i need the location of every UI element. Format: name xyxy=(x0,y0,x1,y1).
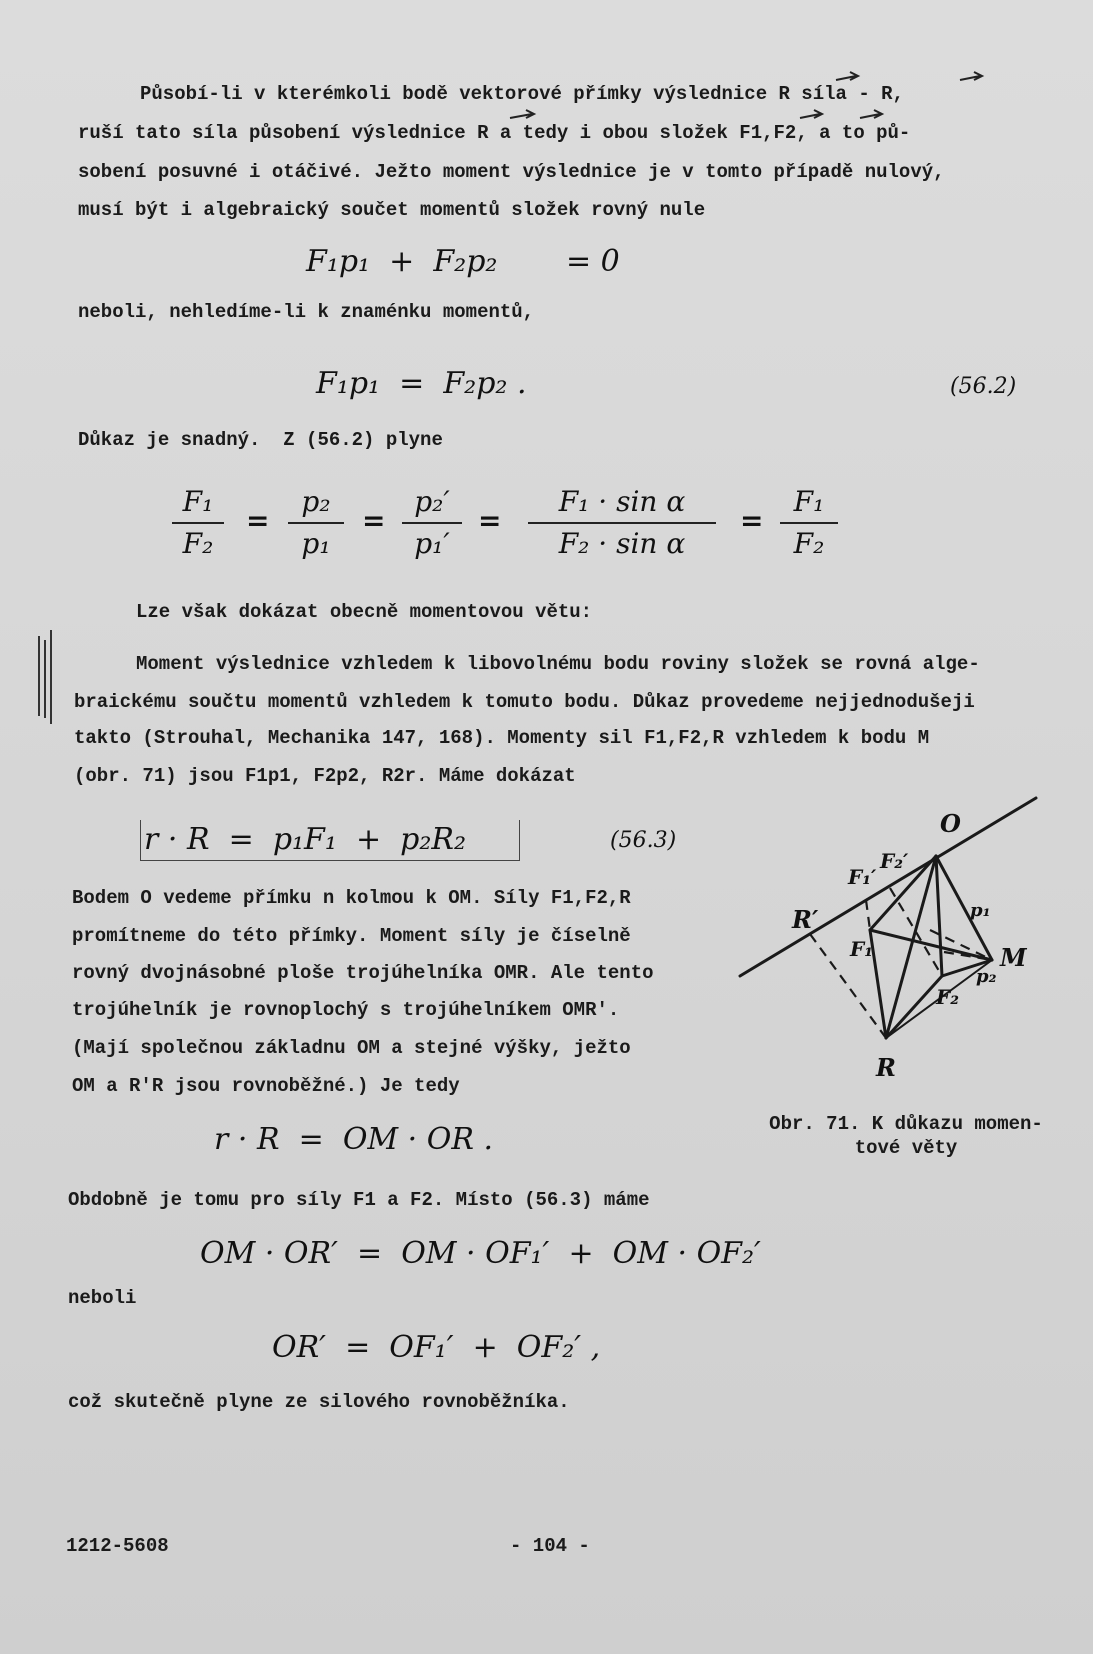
margin-mark xyxy=(44,640,46,718)
paragraph-1-line-2: ruší tato síla působení výslednice R a tedy i obou složek F1,F2, a to pů- xyxy=(78,122,911,144)
fraction-2: p₂ p₁ xyxy=(288,484,344,562)
text-coz: což skutečně plyne ze silového rovnoběžníka. xyxy=(68,1391,570,1413)
paragraph-1-line-3: sobení posuvné i otáčivé. Ježto moment výslednice je v tomto případě nulový, xyxy=(78,161,945,183)
text-obdobne: Obdobně je tomu pro síly F1 a F2. Místo (56.3) máme xyxy=(68,1189,650,1211)
footer-code: 1212-5608 xyxy=(66,1535,169,1557)
figure-label-p1: p₁ xyxy=(970,900,991,921)
text-neboli-1: neboli, nehledíme-li k znaménku momentů, xyxy=(78,301,535,323)
equation-56-3: r · R = p₁F₁ + p₂R₂ xyxy=(144,822,467,857)
margin-mark xyxy=(50,630,52,724)
paragraph-3-line-5: (Mají společnou základnu OM a stejné výšky, ježto xyxy=(72,1037,631,1059)
figure-label-o: O xyxy=(940,809,961,838)
figure-71-caption: Obr. 71. K důkazu momen- tové věty xyxy=(769,1113,1043,1159)
equals-2: = xyxy=(362,504,386,537)
paragraph-2-line-4: (obr. 71) jsou F1p1, F2p2, R2r. Máme dokázat xyxy=(74,765,576,787)
equation-56-2: F₁p₁ = F₂p₂ . xyxy=(316,366,527,401)
text-lze: Lze však dokázat obecně momentovou větu: xyxy=(136,601,593,623)
paragraph-2-line-2: braickému součtu momentů vzhledem k tomuto bodu. Důkaz provedeme nejjednodušeji xyxy=(74,691,975,713)
equation-6: OR′ = OF₁′ + OF₂′ , xyxy=(272,1330,601,1365)
paragraph-2-line-3: takto (Strouhal, Mechanika 147, 168). Momenty sil F1,F2,R vzhledem k bodu M xyxy=(74,727,930,749)
figure-label-f1: F₁ xyxy=(850,937,873,961)
paragraph-3-line-3: rovný dvojnásobné ploše trojúhelníka OMR. Ale tento xyxy=(72,962,654,984)
figure-label-r-prime: R′ xyxy=(792,905,819,934)
paragraph-3-line-4: trojúhelník je rovnoplochý s trojúhelníkem OMR′. xyxy=(72,999,620,1021)
equals-3: = xyxy=(478,504,502,537)
equation-5: OM · OR′ = OM · OF₁′ + OM · OF₂′ xyxy=(200,1236,761,1271)
figure-label-f1-prime: F₁′ xyxy=(848,865,877,889)
fraction-3: p₂′ p₁′ xyxy=(402,484,462,562)
margin-mark xyxy=(38,636,40,716)
equation-1-right: = 0 xyxy=(566,244,620,279)
equals-1: = xyxy=(246,504,270,537)
paragraph-3-line-2: promítneme do této přímky. Moment síly je číselně xyxy=(72,925,631,947)
equation-1-left: F₁p₁ + F₂p₂ xyxy=(306,244,498,279)
paragraph-2-line-1: Moment výslednice vzhledem k libovolnému bodu roviny složek se rovná alge- xyxy=(136,653,980,675)
paragraph-3-line-6: OM a R′R jsou rovnoběžné.) Je tedy xyxy=(72,1075,460,1097)
page-number: - 104 - xyxy=(510,1535,590,1557)
figure-label-f2-prime: F₂′ xyxy=(880,849,909,873)
fraction-5: F₁ F₂ xyxy=(780,484,838,562)
figure-71-diagram xyxy=(730,780,1060,1100)
text-dukaz: Důkaz je snadný. Z (56.2) plyne xyxy=(78,429,443,451)
figure-label-r: R xyxy=(876,1053,896,1082)
figure-label-f2: F₂ xyxy=(936,985,959,1009)
equals-4: = xyxy=(740,504,764,537)
paragraph-1-line-1: Působí-li v kterémkoli bodě vektorové přímky výslednice R síla - R, xyxy=(140,83,904,105)
fraction-1: F₁ F₂ xyxy=(172,484,224,562)
equation-4: r · R = OM · OR . xyxy=(214,1122,493,1157)
figure-label-m: M xyxy=(1000,943,1027,972)
paragraph-3-line-1: Bodem O vedeme přímku n kolmou k OM. Síly F1,F2,R xyxy=(72,887,631,909)
figure-label-p2: p₂ xyxy=(976,966,997,987)
paragraph-1-line-4: musí být i algebraický součet momentů složek rovný nule xyxy=(78,199,706,221)
text-neboli-2: neboli xyxy=(68,1287,137,1309)
fraction-4: F₁ · sin α F₂ · sin α xyxy=(528,484,716,562)
equation-56-2-number: (56.2) xyxy=(950,374,1017,399)
equation-56-3-number: (56.3) xyxy=(610,828,677,853)
